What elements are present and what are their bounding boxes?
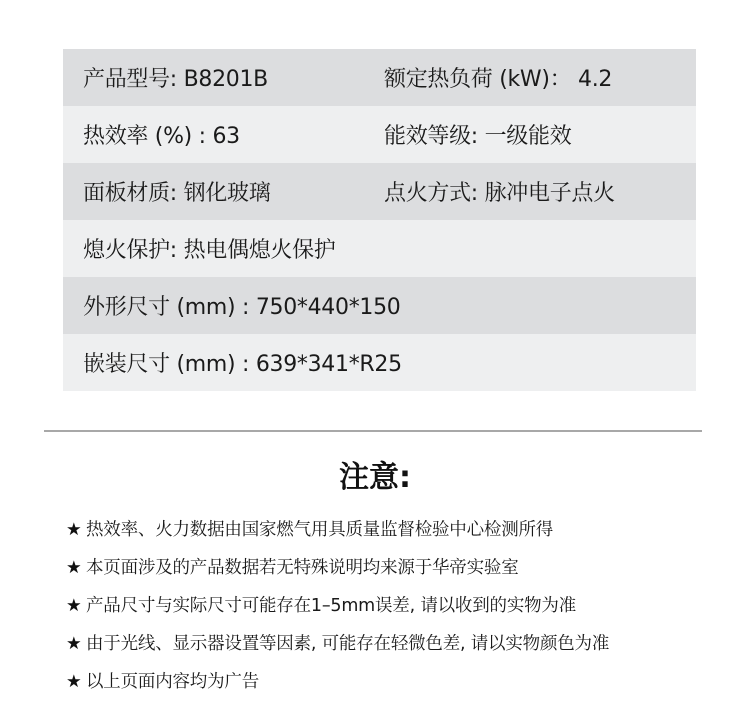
notice-list <box>66 516 726 706</box>
notice-item <box>66 630 726 668</box>
star-icon: ★ <box>66 596 82 616</box>
spec-thermal-efficiency: 热效率 (%) : 63 <box>83 124 240 149</box>
spec-ignition-method: 点火方式: 脉冲电子点火 <box>384 181 615 206</box>
spec-outer-dimensions: 外形尺寸 (mm) : 750*440*150 <box>83 295 401 320</box>
section-divider <box>44 430 702 432</box>
notice-item <box>66 592 726 630</box>
notice-text: 产品尺寸与实际尺寸可能存在1–5mm误差, 请以收到的实物为准 <box>86 596 577 616</box>
notice-item <box>66 668 726 706</box>
notice-item <box>66 516 726 554</box>
spec-panel-material: 面板材质: 钢化玻璃 <box>83 181 271 206</box>
spec-model: 产品型号: B8201B <box>83 67 268 92</box>
notice-title: 注意: <box>339 460 411 495</box>
star-icon: ★ <box>66 634 82 654</box>
spec-row-efficiency <box>63 106 696 163</box>
notice-text: 本页面涉及的产品数据若无特殊说明均来源于华帝实验室 <box>86 558 519 578</box>
notice-item <box>66 554 726 592</box>
notice-text: 由于光线、显示器设置等因素, 可能存在轻微色差, 请以实物颜色为准 <box>86 634 610 654</box>
spec-row-flame-protection <box>63 220 696 277</box>
notice-text: 以上页面内容均为广告 <box>86 672 259 692</box>
spec-rated-heat-load: 额定热负荷 (kW)： 4.2 <box>384 67 613 92</box>
star-icon: ★ <box>66 520 82 540</box>
notice-text: 热效率、火力数据由国家燃气用具质量监督检验中心检测所得 <box>86 520 554 540</box>
spec-energy-grade: 能效等级: 一级能效 <box>384 124 572 149</box>
spec-flame-protection: 熄火保护: 热电偶熄火保护 <box>83 238 336 263</box>
spec-row-dimensions <box>63 277 696 334</box>
spec-row-model <box>63 49 696 106</box>
spec-table <box>63 49 696 391</box>
spec-row-panel <box>63 163 696 220</box>
spec-cutout-dimensions: 嵌装尺寸 (mm) : 639*341*R25 <box>83 352 402 377</box>
star-icon: ★ <box>66 672 82 692</box>
star-icon: ★ <box>66 558 82 578</box>
spec-row-cutout <box>63 334 696 391</box>
